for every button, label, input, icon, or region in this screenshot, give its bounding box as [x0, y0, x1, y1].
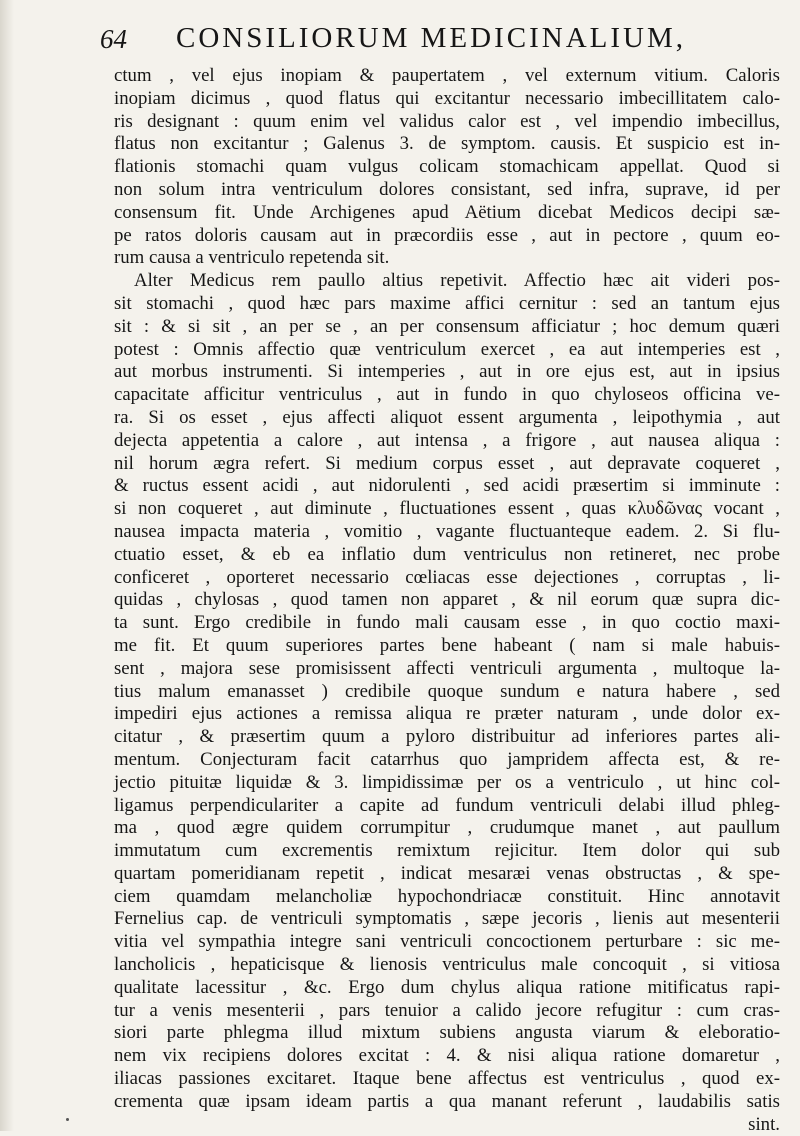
text-line: consensum fit. Unde Archigenes apud Aëtium dicebat Medicos decipi sæ- [114, 201, 780, 223]
text-line: impediri ejus actiones a remissa aliqua re præter naturam , unde dolor ex- [114, 703, 780, 725]
text-line: sit : & si sit , an per se , an per consensum afficiatur ; hoc demum quæri [114, 315, 780, 337]
text-line: sent , majora sese promisissent affecti ventriculi argumenta , multoque la- [114, 657, 780, 679]
text-line: ctuatio esset, & eb ea inflatio dum ventriculus non retineret, nec probe [114, 543, 780, 565]
paragraph-start-line: Alter Medicus rem paullo altius repetivit. Affectio hæc ait videri pos- [134, 270, 780, 292]
text-line: tur a venis mesenterii , pars tenuior a calido jecore refugitur : cum cras- [114, 999, 780, 1021]
ink-blemish [66, 1118, 69, 1121]
page-header [100, 22, 740, 62]
text-line: inopiam dicimus , quod flatus qui excitantur necessario imbecillitatem calo- [114, 87, 780, 109]
text-line: conficeret , oporteret necessario cœliacas esse dejectiones , corruptas , li- [114, 566, 780, 588]
text-line: mentum. Conjecturam facit catarrhus quo jampridem affecta est, & re- [114, 748, 780, 770]
text-line: ra. Si os esset , ejus affecti aliquot essent argumenta , leipothymia , aut [114, 406, 780, 428]
text-line: vitia vel sympathia integre sani ventriculi concoctionem perturbare : sic me- [114, 931, 780, 953]
text-line: Fernelius cap. de ventriculi symptomatis , sæpe jecoris , lienis aut mesenterii [114, 908, 780, 930]
text-line: tius malum emanasset ) credibile quoque sundum e natura habere , sed [114, 680, 780, 702]
text-line: ma , quod ægre quidem corrumpitur , crudumque manet , aut paullum [114, 817, 780, 839]
page-number: 64 [100, 24, 127, 54]
text-line: immutatum cum excrementis remixtum rejicitur. Item dolor qui sub [114, 840, 780, 862]
text-line: sit stomachi , quod hæc pars maxime affici cernitur : sed an tantum ejus [114, 292, 780, 314]
text-line: capacitate afficitur ventriculus , aut in fundo in quo chyloseos officina ve- [114, 384, 780, 406]
text-line: siori parte phlegma illud mixtum subiens angusta viarum & eleboratio- [114, 1022, 780, 1044]
text-line: lancholicis , hepaticisque & lienosis ventriculus male concoquit , si vitiosa [114, 954, 780, 976]
text-line: ctum , vel ejus inopiam & paupertatem , vel externum vitium. Caloris [114, 65, 780, 86]
text-line: sint. [748, 1113, 780, 1135]
text-line: iliacas passiones excitaret. Itaque bene affectus est ventriculus , quod ex- [114, 1068, 780, 1090]
text-line: dejecta appetentia a calore , aut intensa , a frigore , aut nausea aliqua : [114, 429, 780, 451]
text-line: non solum intra ventriculum dolores consistant, sed infra, suprave, id per [114, 178, 780, 200]
text-line: nem vix recipiens dolores excitat : 4. & nisi aliqua ratione domaretur , [114, 1045, 780, 1067]
text-line: me fit. Et quum superiores partes bene habeant ( nam si male habuis- [114, 634, 780, 656]
body-text [114, 65, 780, 1136]
text-line: nausea impacta materia , vomitio , vagante fluctuanteque eadem. 2. Si flu- [114, 520, 780, 542]
text-line: ta sunt. Ergo credibile in fundo mali causam esse , in quo coctio maxi- [114, 612, 780, 634]
text-line: flationis stomachi quam vulgus colicam stomachicam appellat. Quod si [114, 156, 780, 178]
running-title: CONSILIORUM MEDICINALIUM, [176, 22, 686, 54]
text-line: quidas , chylosas , quod tamen non apparet , & nil eorum quæ supra dic- [114, 589, 780, 611]
text-line: crementa quæ ipsam ideam partis a qua manant referunt , laudabilis satis [114, 1090, 780, 1112]
text-line: flatus non excitantur ; Galenus 3. de symptom. causis. Et suspicio est in- [114, 133, 780, 155]
text-line: citatur , & præsertim quum a pyloro distribuitur ad inferiores partes ali- [114, 726, 780, 748]
text-line: si non coqueret , aut diminute , fluctuationes essent , quas κλυδῶνας vocant , [114, 498, 780, 520]
text-line: ligamus perpendiculariter a capite ad fundum ventriculi delabi illud phleg- [114, 794, 780, 816]
text-line: qualitate lacessitur , &c. Ergo dum chylus aliqua ratione mitificatus rapi- [114, 976, 780, 998]
text-line: aut morbus instrumenti. Si intemperies , aut in ore ejus est, aut in ipsius [114, 361, 780, 383]
text-line: ciem quamdam melancholiæ hypochondriacæ constituit. Hinc annotavit [114, 885, 780, 907]
text-line: & ructus essent acidi , aut nidorulenti , sed acidi præsertim si imminute : [114, 475, 780, 497]
text-line: nil horum ægra refert. Si medium corpus esset , aut depravate coqueret , [114, 452, 780, 474]
text-line: potest : Omnis affectio quæ ventriculum exercet , ea aut intemperies est , [114, 338, 780, 360]
text-line: rum causa a ventriculo repetenda sit. [114, 247, 390, 269]
page-edge-shadow [0, 0, 14, 1131]
text-line: pe ratos doloris causam aut in præcordiis esse , aut in pectore , quum eo- [114, 224, 780, 246]
text-line: quartam pomeridianam repetit , indicat mesaræi venas obstructas , & spe- [114, 862, 780, 884]
text-line: jectio pituitæ liquidæ & 3. limpidissimæ per os a ventriculo , ut hinc col- [114, 771, 780, 793]
text-line: ris designant : quum enim vel validus calor est , vel impendio imbecillus, [114, 110, 780, 132]
